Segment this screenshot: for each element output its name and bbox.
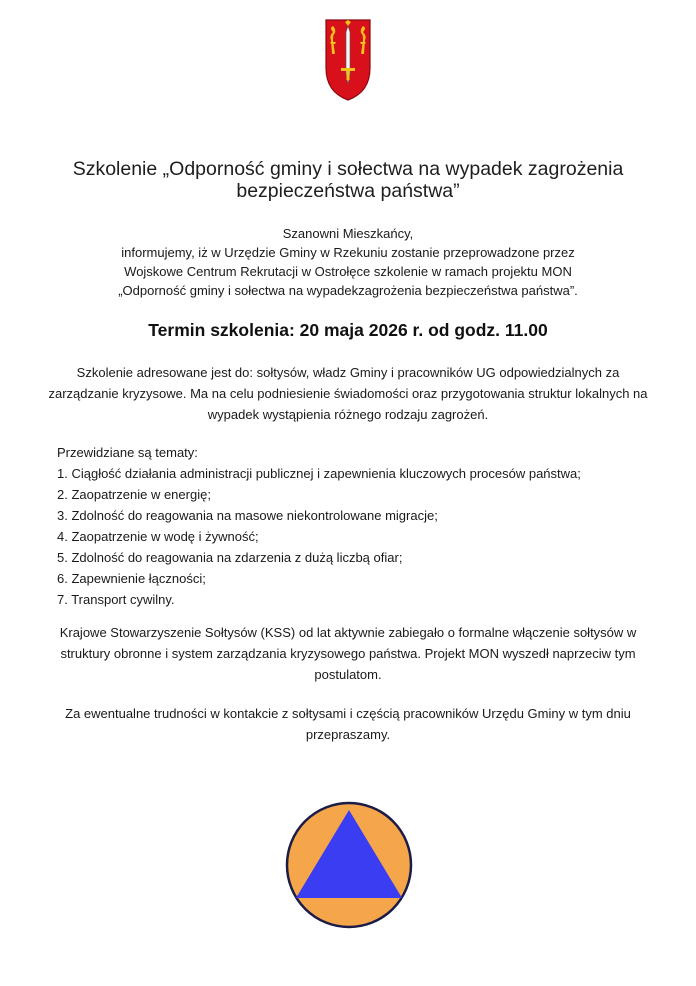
topics-heading: Przewidziane są tematy: <box>57 445 198 460</box>
page-title <box>20 158 676 202</box>
topic-item: 5. Zdolność do reagowania na zdarzenia z dużą liczbą ofiar; <box>57 550 403 565</box>
topics-section <box>57 442 677 610</box>
intro-block <box>20 224 676 300</box>
title-line-2: bezpieczeństwa państwa” <box>236 180 460 202</box>
topic-item: 1. Ciągłość działania administracji publicznej i zapewnienia kluczowych procesów państwa; <box>57 466 581 481</box>
title-line-1: Szkolenie „Odporność gminy i sołectwa na wypadek zagrożenia <box>72 158 624 180</box>
topic-item: 6. Zapewnienie łączności; <box>57 571 206 586</box>
topic-item: 3. Zdolność do reagowania na masowe niekontrolowane migracje; <box>57 508 438 523</box>
topics-list <box>57 463 677 610</box>
topic-item: 7. Transport cywilny. <box>57 592 175 607</box>
topic-item: 4. Zaopatrzenie w wodę i żywność; <box>57 529 259 544</box>
intro-line-1: informujemy, iż w Urzędzie Gminy w Rzekuniu zostanie przeprowadzone przez <box>121 245 575 260</box>
kss-paragraph: Krajowe Stowarzyszenie Sołtysów (KSS) od lat aktywnie zabiegało o formalne włączenie sołtysów w struktury obronne i system zarządzania kryzysowego państwa. Projekt MON wyszedł naprzeciw tym postulatom. <box>59 625 637 682</box>
apology-paragraph: Za ewentualne trudności w kontakcie z sołtysami i częścią pracowników Urzędu Gminy w tym dniu przepraszamy. <box>65 706 631 742</box>
intro-line-2: Wojskowe Centrum Rekrutacji w Ostrołęce szkolenie w ramach projektu MON <box>124 264 572 279</box>
greeting: Szanowni Mieszkańcy, <box>282 226 414 241</box>
coat-of-arms-icon <box>324 18 372 102</box>
training-date: Termin szkolenia: 20 maja 2026 r. od godz. 11.00 <box>148 320 548 340</box>
audience-paragraph: Szkolenie adresowane jest do: sołtysów, władz Gminy i pracowników UG odpowiedzialnych za zarządzanie kryzysowe. Ma na celu podniesienie świadomości oraz przygotowania struktur lokalnych na wypadek wystąpienia różnego rodzaju zagrożeń. <box>48 365 648 422</box>
topic-item: 2. Zaopatrzenie w energię; <box>57 487 211 502</box>
civil-defence-icon <box>284 800 414 930</box>
intro-line-3: „Odporność gminy i sołectwa na wypadekzagrożenia bezpieczeństwa państwa”. <box>118 283 578 298</box>
